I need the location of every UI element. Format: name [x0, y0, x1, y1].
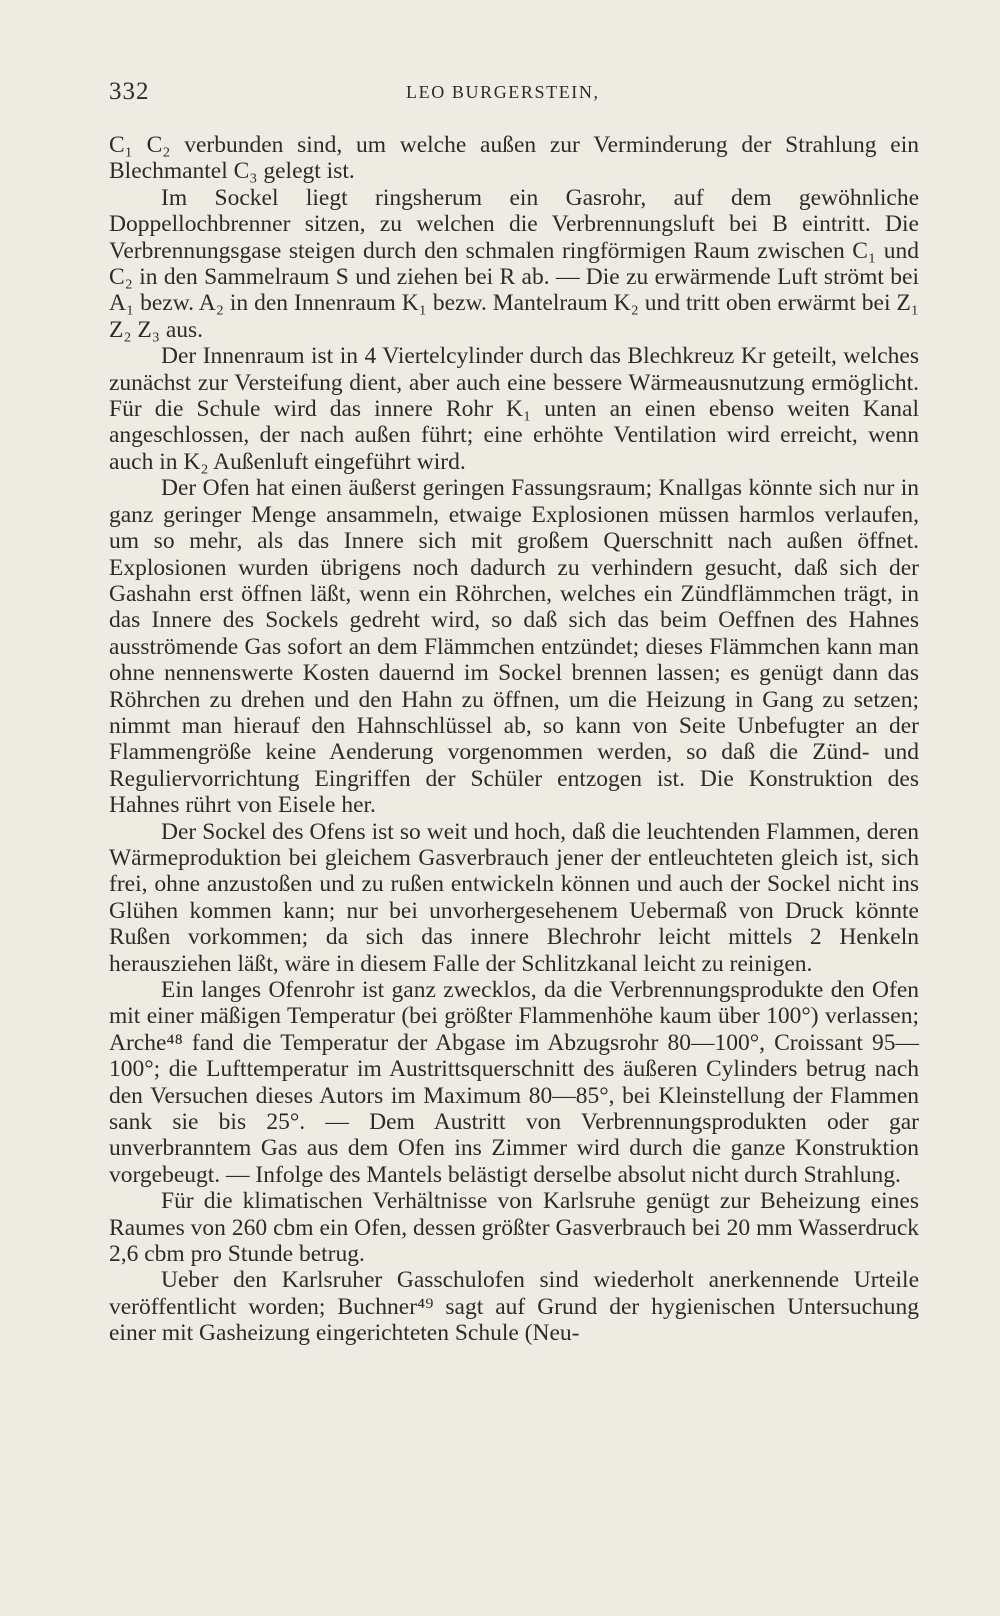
paragraph: Ein langes Ofenrohr ist ganz zwecklos, da die Verbrennungsprodukte den Ofen mit einer mäßigen Temperatur (bei größter Flammenhöhe kaum über 100°) verlassen; Arche⁴⁸ fand die Temperatur der Abgase im Abzugsrohr 80—100°, Croissant 95—100°; die Lufttemperatur im Austrittsquerschnitt des äußeren Cylinders betrug nach den Versuchen dieses Autors im Maximum 80—85°, bei Kleinstellung der Flammen sank sie bis 25°. — Dem Austritt von Verbrennungsprodukten oder gar unverbranntem Gas aus dem Ofen ins Zimmer wird durch die ganze Konstruktion vorgebeugt. — Infolge des Mantels belästigt derselbe absolut nicht durch Strahlung. [109, 977, 919, 1188]
paragraph: Der Ofen hat einen äußerst geringen Fassungsraum; Knallgas könnte sich nur in ganz geringer Menge ansammeln, etwaige Explosionen müssen harmlos verlaufen, um so mehr, als das Innere sich mit großem Querschnitt nach außen öffnet. Explosionen wurden übrigens noch dadurch zu verhindern gesucht, daß sich der Gashahn erst öffnen läßt, wenn ein Röhrchen, welches ein Zündflämmchen trägt, in das Innere des Sockels gedreht wird, so daß sich das beim Oeffnen des Hahnes ausströmende Gas sofort an dem Flämmchen entzündet; dieses Flämmchen kann man ohne nennenswerte Kosten dauernd im Sockel brennen lassen; es genügt dann das Röhrchen zu drehen und den Hahn zu öffnen, um die Heizung in Gang zu setzen; nimmt man hierauf den Hahnschlüssel ab, so kann von Seite Unbefugter an der Flammengröße keine Aenderung vorgenommen werden, so daß die Zünd- und Reguliervorrichtung Eingriffen der Schüler entzogen ist. Die Konstruktion des Hahnes rührt von Eisele her. [109, 475, 919, 819]
paragraph: Für die klimatischen Verhältnisse von Karlsruhe genügt zur Beheizung eines Raumes von 260 cbm ein Ofen, dessen größter Gasverbrauch bei 20 mm Wasserdruck 2,6 cbm pro Stunde betrug. [109, 1188, 919, 1268]
page-number: 332 [109, 78, 150, 105]
paragraph: Der Sockel des Ofens ist so weit und hoch, daß die leuchtenden Flammen, deren Wärmeproduktion bei gleichem Gasverbrauch jener der entleuchteten gleich ist, sich frei, ohne anzustoßen und zu rußen entwickeln können und auch der Sockel nicht ins Glühen kommen kann; nur bei unvorhergesehenem Uebermaß von Druck könnte Rußen vorkommen; da sich das innere Blechrohr leicht mittels 2 Henkeln herausziehen läßt, wäre in diesem Falle der Schlitzkanal leicht zu reinigen. [109, 818, 919, 977]
running-head: LEO BURGERSTEIN, [406, 82, 600, 102]
body-text [109, 132, 919, 1347]
paragraph: Ueber den Karlsruher Gasschulofen sind wiederholt anerkennende Urteile veröffentlicht worden; Buchner⁴⁹ sagt auf Grund der hygienischen Untersuchung einer mit Gasheizung eingerichteten Schule (Neu- [109, 1267, 919, 1347]
paragraph: Im Sockel liegt ringsherum ein Gasrohr, auf dem gewöhnliche Doppellochbrenner sitzen, zu welchen die Verbrennungsluft bei B eintritt. Die Verbrennungsgase steigen durch den schmalen ringförmigen Raum zwischen C₁ und C₂ in den Sammelraum S und ziehen bei R ab. — Die zu erwärmende Luft strömt bei A₁ bezw. A₂ in den Innenraum K₁ bezw. Mantelraum K₂ und tritt oben erwärmt bei Z₁ Z₂ Z₃ aus. [109, 184, 919, 343]
paragraph: C₁ C₂ verbunden sind, um welche außen zur Verminderung der Strahlung ein Blechmantel C₃ gelegt ist. [109, 132, 919, 185]
page-header [109, 78, 919, 114]
paragraph: Der Innenraum ist in 4 Viertelcylinder durch das Blechkreuz Kr geteilt, welches zunächst zur Versteifung dient, aber auch eine bessere Wärmeausnutzung ermöglicht. Für die Schule wird das innere Rohr K₁ unten an einen ebenso weiten Kanal angeschlossen, der nach außen führt; eine erhöhte Ventilation wird erreicht, wenn auch in K₂ Außenluft eingeführt wird. [109, 343, 919, 475]
